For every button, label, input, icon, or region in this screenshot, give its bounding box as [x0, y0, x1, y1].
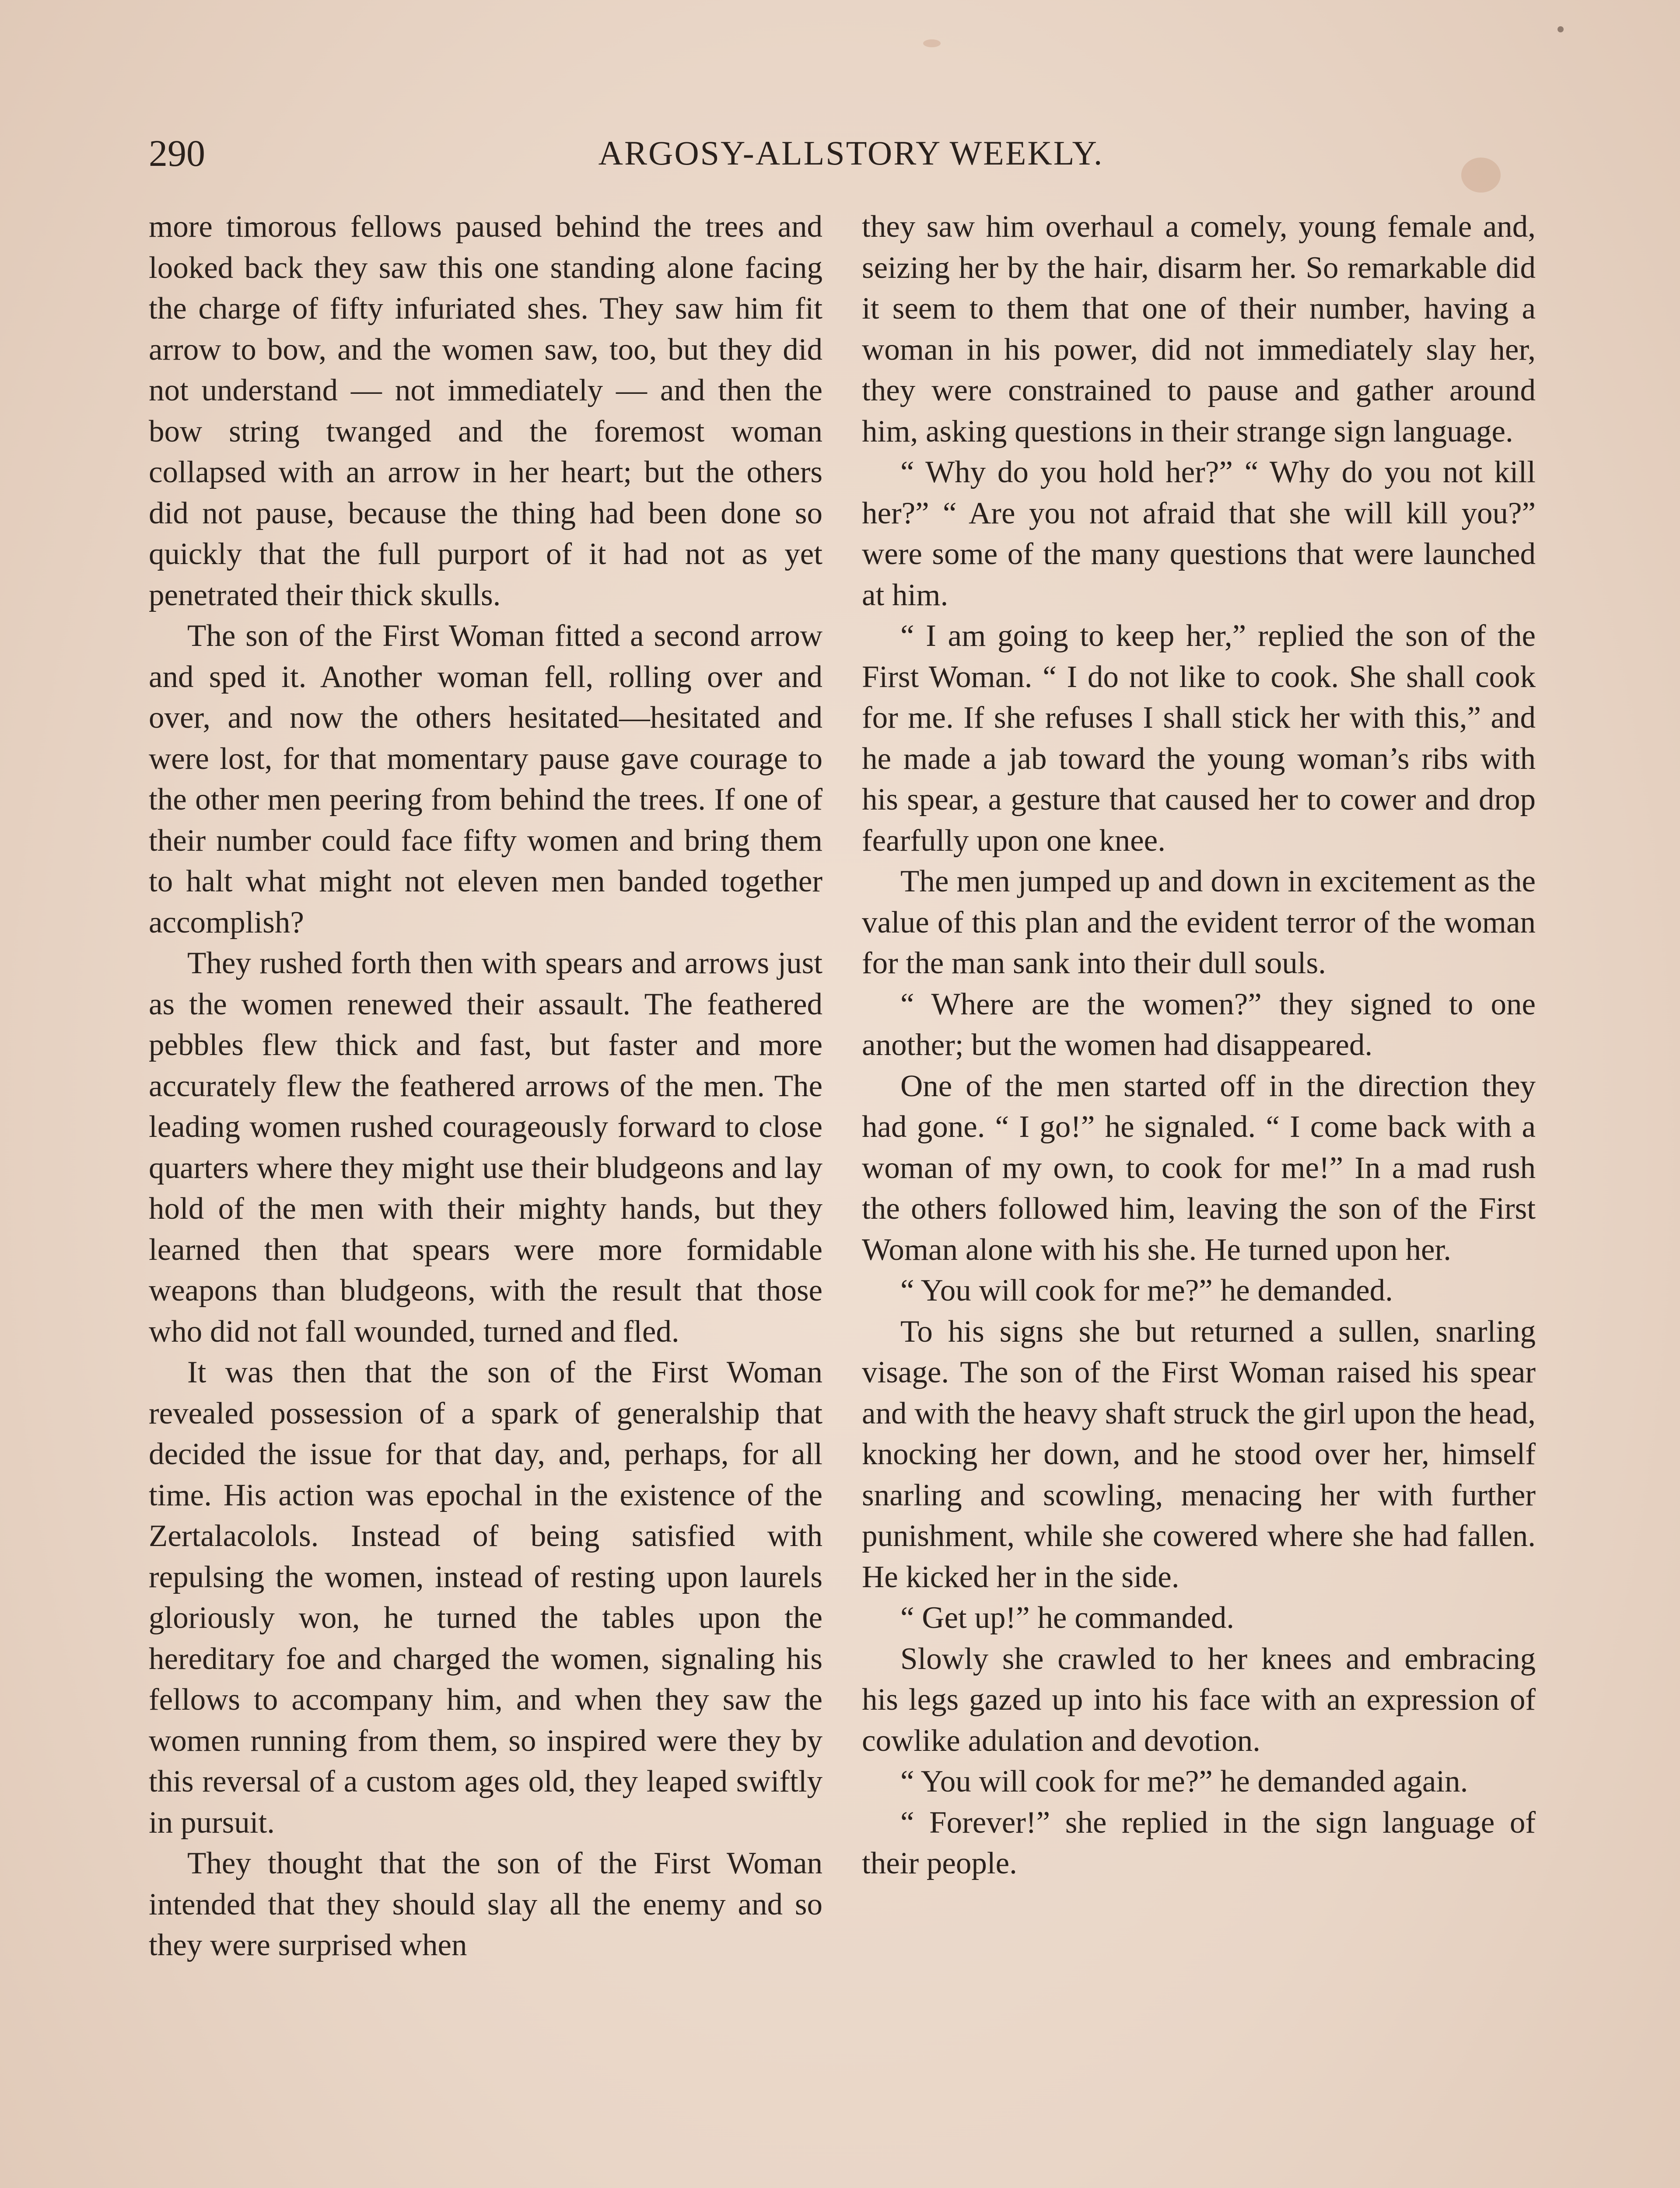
paragraph: Slowly she crawled to her knees and embracing his legs gazed up into his face with an expression of cowlike adulation and devotion. — [862, 1641, 1536, 1758]
page-number: 290 — [149, 132, 205, 174]
paragraph: “ Get up!” he commanded. — [900, 1601, 1234, 1635]
paragraph: “ Why do you hold her?” “ Why do you not kill her?” “ Are you not afraid that she will kill you?” were some of the many questions that were launched at him. — [862, 455, 1536, 612]
paragraph: “ I am going to keep her,” replied the son of the First Woman. “ I do not like to cook. She shall cook for me. If she refuses I shall stick her with this,” and he made a jab toward the young woman’s ribs with his spear, a gesture that caused her to cower and drop fearfully upon one knee. — [862, 619, 1536, 858]
paragraph: “ You will cook for me?” he demanded. — [900, 1273, 1393, 1308]
text-columns — [149, 207, 1536, 2188]
paragraph: The son of the First Woman fitted a second arrow and sped it. Another woman fell, rolling over and over, and now the others hesitated—hesitated and were lost, for that momentary pause gave courage to the other men peering from behind the trees. If one of their number could face fifty women and bring them to halt what might not eleven men banded together accomplish? — [149, 619, 822, 940]
page-header — [149, 127, 1553, 179]
paragraph: “ Where are the women?” they signed to one another; but the women had disappeared. — [862, 987, 1536, 1062]
running-head: ARGOSY-ALLSTORY WEEKLY. — [598, 134, 1104, 172]
paragraph: “ You will cook for me?” he demanded again. — [900, 1764, 1468, 1799]
paragraph: “ Forever!” she replied in the sign language of their people. — [862, 1805, 1536, 1880]
paragraph: To his signs she but returned a sullen, snarling visage. The son of the First Woman raised his spear and with the heavy shaft struck the girl upon the head, knocking her down, and he stood over her, himself snarling and scowling, menacing her with further punishment, while she cowered where she had fallen. He kicked her in the side. — [862, 1314, 1536, 1594]
paragraph: The men jumped up and down in excitement as the value of this plan and the evident terror of the woman for the man sank into their dull souls. — [862, 864, 1536, 980]
paragraph: It was then that the son of the First Woman revealed possession of a spark of generalship that decided the issue for that day, and, perhaps, for all time. His action was epochal in the existence of the Zertalacolols. Instead of being satisfied with repulsing the women, instead of resting upon laurels gloriously won, he turned the tables upon the hereditary foe and charged the women, signaling his fellows to accompany him, and when they saw the women running from them, so inspired were they by this reversal of a custom ages old, they leaped swiftly in pursuit. — [149, 1355, 822, 1840]
paragraph: They rushed forth then with spears and arrows just as the women renewed their assault. The feathered pebbles flew thick and fast, but faster and more accurately flew the feathered arrows of the men. The leading women rushed courageously forward to close quarters where they might use their bludgeons and lay hold of the men with their mighty hands, but they learned then that spears were more formidable weapons than bludgeons, with the result that those who did not fall wounded, turned and fled. — [149, 946, 822, 1349]
paragraph: they saw him overhaul a comely, young female and, seizing her by the hair, disarm her. So remarkable did it seem to them that one of their number, having a woman in his power, did not immediately slay her, they were constrained to pause and gather around him, asking questions in their strange sign language. — [862, 210, 1536, 449]
right-column — [862, 207, 1536, 2188]
paragraph: more timorous fellows paused behind the trees and looked back they saw this one standing alone facing the charge of fifty infuriated shes. They saw him fit arrow to bow, and the women saw, too, but they did not understand — not immediately — and then the bow string twanged and the foremost woman collapsed with an arrow in her heart; but the others did not pause, because the thing had been done so quickly that the full purport of it had not as yet penetrated their thick skulls. — [149, 210, 822, 612]
paragraph: They thought that the son of the First Woman intended that they should slay all the enemy and so they were surprised when — [149, 1846, 822, 1962]
left-column — [149, 207, 822, 2188]
paper-stain — [923, 39, 941, 47]
paragraph: One of the men started off in the direction they had gone. “ I go!” he signaled. “ I come back with a woman of my own, to cook for me!” In a mad rush the others followed him, leaving the son of the First Woman alone with his she. He turned upon her. — [862, 1069, 1536, 1267]
paper-stain — [1558, 26, 1564, 32]
